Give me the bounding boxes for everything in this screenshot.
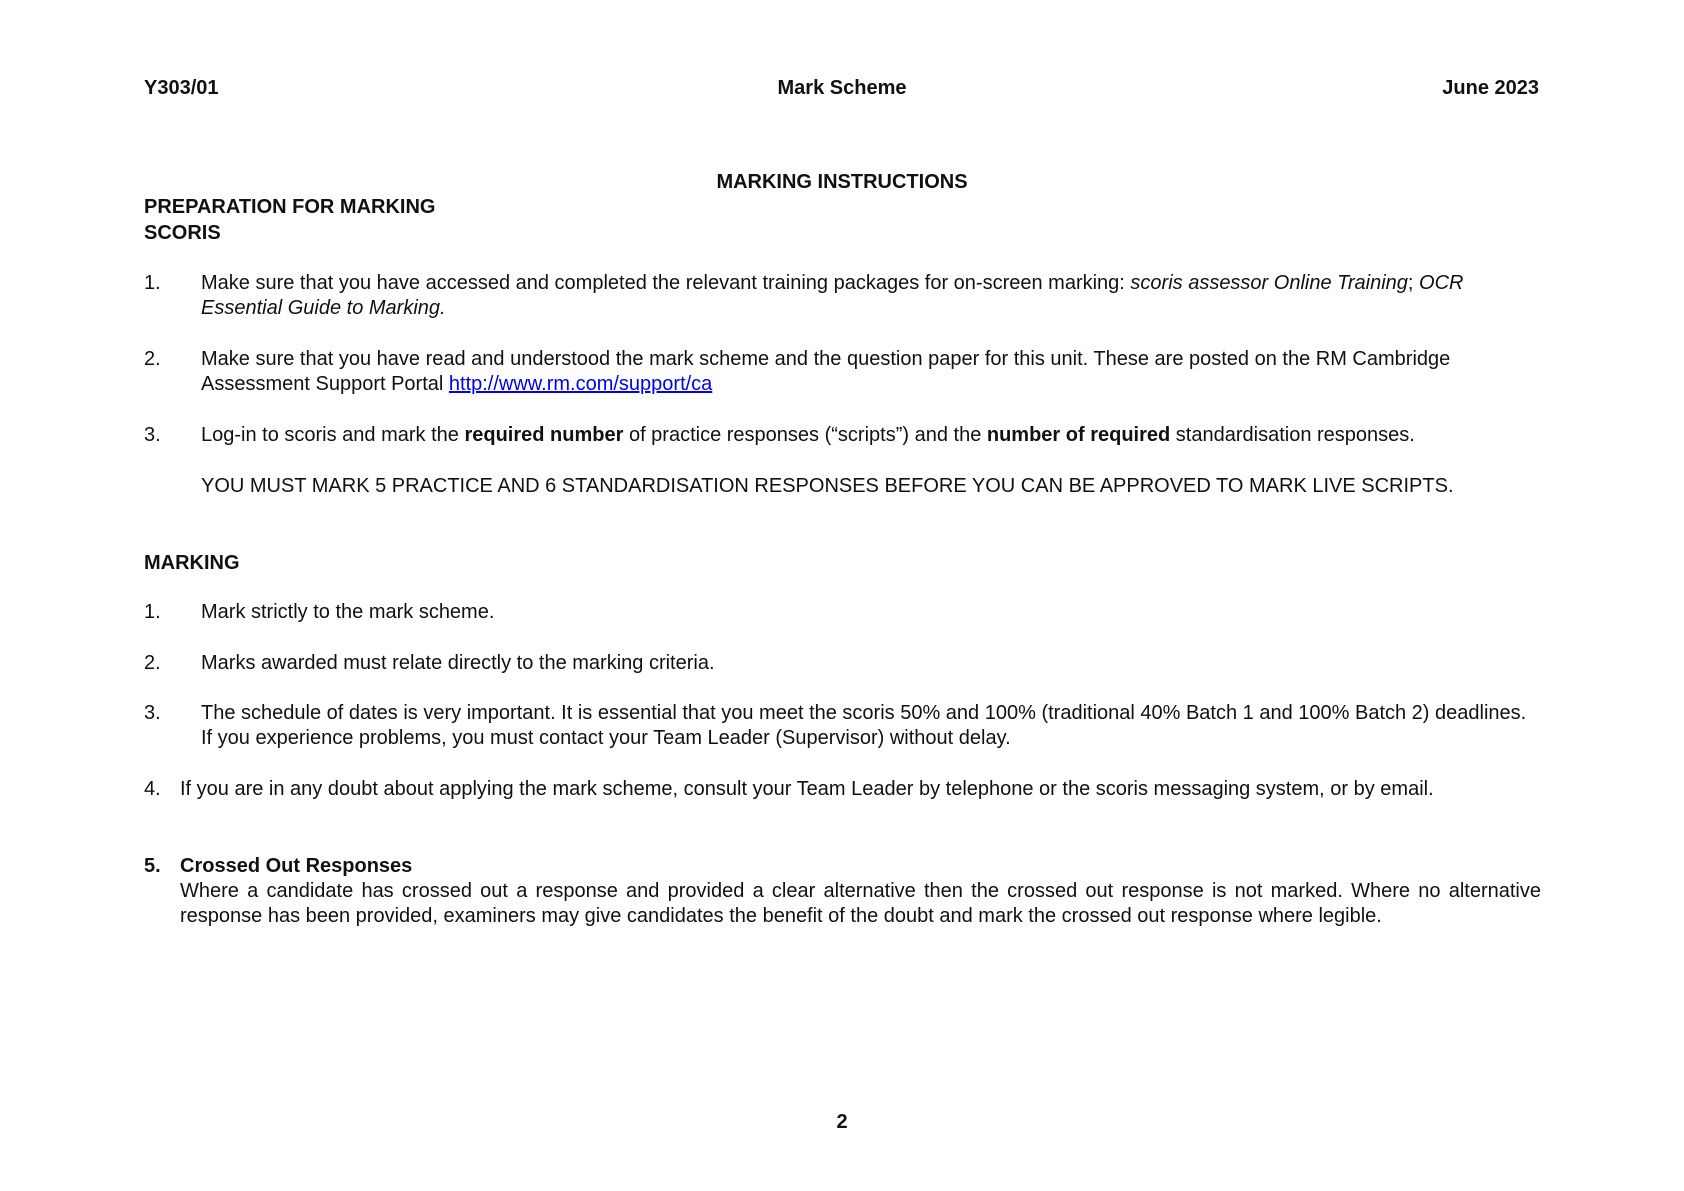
item-number: 5.: [144, 855, 161, 877]
item-number: 4.: [144, 778, 161, 800]
item-title: Crossed Out Responses: [180, 855, 413, 877]
t: standardisation responses.: [1170, 424, 1415, 446]
item-text: [201, 347, 1541, 397]
page-title: MARKING INSTRUCTIONS: [716, 171, 968, 193]
header-title: Mark Scheme: [777, 77, 907, 99]
item-text: [201, 423, 1561, 448]
page-number: 2: [836, 1111, 848, 1133]
item-text: [201, 271, 1541, 321]
separator: ;: [1407, 272, 1420, 294]
item-text: The schedule of dates is very important. It is essential that you meet the scoris 50% and 100% (traditional 40% Batch 1 and 100% Batch 2) deadlines. If you experience problems, you must contact your Team Leader (Supervisor) without delay.: [201, 702, 1527, 749]
item-text-plain: Make sure that you have accessed and completed the relevant training packages for on-screen marking:: [201, 272, 1131, 294]
item-number: 2.: [144, 652, 161, 674]
item-number: 3.: [144, 424, 161, 446]
section-heading-preparation: PREPARATION FOR MARKING: [144, 196, 436, 218]
item-note: YOU MUST MARK 5 PRACTICE AND 6 STANDARDISATION RESPONSES BEFORE YOU CAN BE APPROVED TO MARK LIVE SCRIPTS.: [201, 475, 1454, 497]
section-subheading-scoris: SCORIS: [144, 222, 221, 244]
t: of practice responses (“scripts”) and the: [623, 424, 987, 446]
item-number: 3.: [144, 702, 161, 724]
item-text: Where a candidate has crossed out a response and provided a clear alternative then the crossed out response is not marked. Where no alternative response has been provided, examiners may give candidates the benefit of the doubt and mark the crossed out response where legible.: [180, 880, 1541, 927]
item-text: Marks awarded must relate directly to the marking criteria.: [201, 652, 715, 674]
support-portal-link[interactable]: http://www.rm.com/support/ca: [448, 373, 713, 395]
item-text-plain: Make sure that you have read and understood the mark scheme and the question paper for this unit. These are posted on the RM Cambridge Assessment Support Portal: [201, 348, 1451, 395]
bold-text: required number: [464, 424, 624, 446]
header-date: June 2023: [1442, 77, 1539, 99]
t: Log-in to scoris and mark the: [201, 424, 465, 446]
item-text: Mark strictly to the mark scheme.: [201, 601, 495, 623]
italic-title: scoris assessor Online Training: [1130, 272, 1408, 294]
item-text: If you are in any doubt about applying the mark scheme, consult your Team Leader by telephone or the scoris messaging system, or by email.: [180, 778, 1434, 800]
header-code: Y303/01: [144, 77, 219, 99]
item-number: 1.: [144, 272, 161, 294]
italic-title: OCR Essential Guide to Marking: [201, 272, 1464, 319]
bold-text: number of required: [986, 424, 1171, 446]
item-number: 1.: [144, 601, 161, 623]
section-heading-marking: MARKING: [144, 552, 240, 574]
period: .: [440, 297, 446, 319]
item-number: 2.: [144, 348, 161, 370]
